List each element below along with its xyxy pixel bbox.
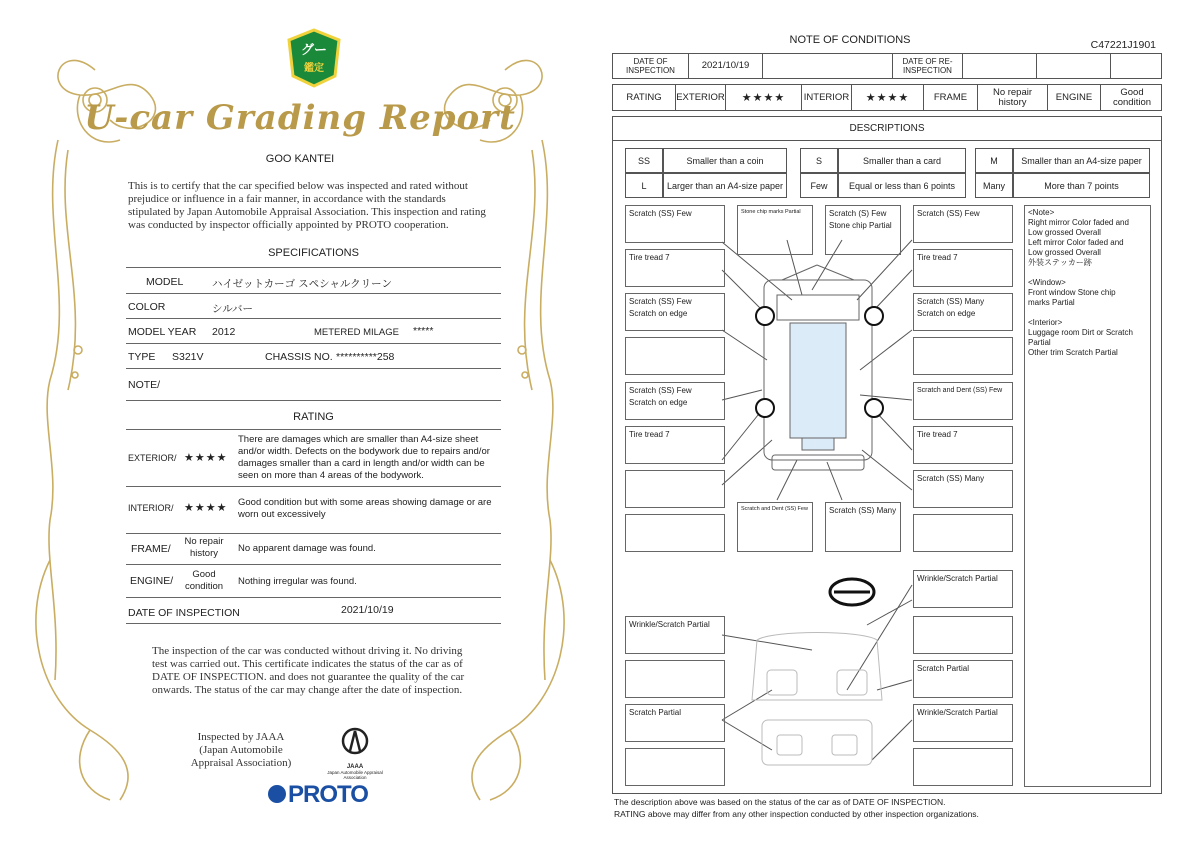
note-box: Stone chip marks Partial (737, 205, 813, 255)
note-line: Scratch on edge (629, 309, 688, 318)
model-value: ハイゼットカーゴ スペシャルクリーン (212, 278, 392, 290)
model-year-value: 2012 (212, 326, 236, 338)
proto-logo (268, 781, 368, 809)
metered-milage-value: ***** (413, 325, 434, 337)
logo-text-bottom: 鑑定 (304, 63, 324, 74)
type-label: TYPE (128, 351, 156, 363)
note-box (825, 205, 901, 255)
note-line: Scratch on edge (917, 309, 976, 318)
note-box: Wrinkle/Scratch Partial (913, 704, 1013, 742)
note-box-empty (625, 514, 725, 552)
divider (126, 486, 501, 487)
note-line: Scratch (SS) Many (917, 297, 985, 306)
note-line (1028, 268, 1147, 278)
note-box: Tire tread 7 (913, 249, 1013, 287)
note-box: Tire tread 7 (625, 249, 725, 287)
note-line: marks Partial (1028, 298, 1075, 307)
engine-value: Good condition (1112, 86, 1152, 108)
metered-milage-label: METERED MILAGE (314, 327, 399, 338)
date-row (612, 53, 1162, 79)
legend-m: M (975, 148, 1013, 173)
legend-few: Few (800, 173, 838, 198)
note-box-empty (625, 748, 725, 786)
steering-wheel-icon (830, 579, 874, 605)
divider (126, 623, 501, 624)
divider (126, 293, 501, 294)
note-line: Other trim Scratch Partial (1028, 348, 1118, 357)
frame-label: FRAME (924, 85, 978, 110)
note-line: <Note> (1028, 208, 1055, 217)
proto-mark-icon (268, 785, 286, 803)
note-box (625, 382, 725, 420)
note-box-empty (625, 337, 725, 375)
type-value: S321V (172, 351, 204, 363)
divider (126, 368, 501, 369)
divider (126, 429, 501, 430)
chassis-label: CHASSIS NO. (265, 351, 333, 363)
interior-stars: ★★★★ (852, 85, 924, 110)
note-line: Front window Stone chip (1028, 288, 1116, 297)
specifications-heading: SPECIFICATIONS (268, 247, 359, 259)
frame-value: No repair history (184, 536, 224, 559)
date-of-inspection-label: DATE OF INSPECTION (613, 54, 689, 78)
legend-many: Many (975, 173, 1013, 198)
note-line: Low grossed Overall (1028, 228, 1101, 237)
note-line: 外装ステッカー跡 (1028, 258, 1092, 267)
note-box: Tire tread 7 (913, 426, 1013, 464)
divider (126, 564, 501, 565)
divider (126, 318, 501, 319)
legend-few-desc: Equal or less than 6 points (838, 173, 966, 198)
exterior-stars: ★★★★ (184, 452, 228, 464)
note-box (913, 293, 1013, 331)
note-box: Scratch and Dent (SS) Few (913, 382, 1013, 420)
note-line: Partial (1028, 338, 1051, 347)
jaaa-logo (318, 727, 392, 780)
notes-panel (1024, 205, 1151, 787)
legend-l: L (625, 173, 663, 198)
empty-cell (763, 54, 893, 78)
note-box: Scratch (SS) Few (913, 205, 1013, 243)
exterior-label: EXTERIOR (676, 85, 726, 110)
note-box-empty (913, 616, 1013, 654)
date-of-inspection-value: 2021/10/19 (689, 54, 763, 78)
exterior-stars: ★★★★ (726, 85, 802, 110)
rating-row (612, 84, 1162, 111)
note-line (1028, 308, 1147, 318)
interior-label: INTERIOR/ (128, 503, 174, 513)
interior-label: INTERIOR (802, 85, 852, 110)
note-line: Left mirror Color faded and (1028, 238, 1124, 247)
legend-ss-desc: Smaller than a coin (663, 148, 787, 173)
note-line: Scratch (SS) Few (629, 386, 692, 395)
jaaa-full-name: Japan Automobile Appraisal Association (327, 770, 383, 780)
legend-many-desc: More than 7 points (1013, 173, 1150, 198)
note-line: Low grossed Overall (1028, 248, 1101, 257)
exterior-label: EXTERIOR/ (128, 453, 177, 463)
jaaa-emblem-icon (340, 727, 370, 759)
legend-m-desc: Smaller than an A4-size paper (1013, 148, 1150, 173)
note-box: Scratch (SS) Many (825, 502, 901, 552)
note-box-empty (913, 337, 1013, 375)
proto-text: PROTO (288, 781, 368, 808)
empty-cell (963, 54, 1037, 78)
interior-description: Good condition but with some areas showing damage or are worn out excessively (238, 497, 492, 520)
note-line: Right mirror Color faded and (1028, 218, 1129, 227)
note-label: NOTE/ (128, 379, 161, 391)
legend-ss: SS (625, 148, 663, 173)
note-box: Tire tread 7 (625, 426, 725, 464)
divider (126, 267, 501, 268)
footer-line-2: RATING above may differ from any other inspection conducted by other inspection organizations. (614, 809, 979, 819)
frame-value: No repair history (978, 85, 1048, 110)
footer-line-1: The description above was based on the status of the car as of DATE OF INSPECTION. (614, 797, 946, 807)
divider (126, 343, 501, 344)
note-box: Wrinkle/Scratch Partial (913, 570, 1013, 608)
note-box-empty (625, 470, 725, 508)
report-title: U-car Grading Report (84, 98, 516, 138)
goo-kantei-logo (287, 28, 341, 88)
rating-heading: RATING (293, 411, 334, 423)
note-line: Scratch on edge (629, 398, 688, 407)
conditions-footer (614, 796, 979, 820)
note-line: Luggage room Dirt or Scratch (1028, 328, 1133, 337)
frame-description: No apparent damage was found. (238, 543, 376, 554)
report-subtitle: GOO KANTEI (265, 153, 335, 165)
logo-text-top: グー (300, 43, 328, 58)
note-box-empty (913, 748, 1013, 786)
noc-title: NOTE OF CONDITIONS (789, 34, 911, 46)
interior-stars: ★★★★ (184, 502, 228, 514)
legend-s-desc: Smaller than a card (838, 148, 966, 173)
chassis-value: **********258 (336, 351, 395, 363)
divider (126, 533, 501, 534)
re-inspection-label: DATE OF RE-INSPECTION (893, 54, 963, 78)
engine-label: ENGINE/ (130, 575, 174, 587)
note-line: Stone chip Partial (829, 221, 892, 230)
rating-label: RATING (613, 85, 676, 110)
note-box-empty (913, 514, 1013, 552)
engine-description: Nothing irregular was found. (238, 576, 357, 587)
note-box (625, 293, 725, 331)
frame-label: FRAME/ (131, 543, 171, 555)
engine-label: ENGINE (1048, 85, 1101, 110)
legend-l-desc: Larger than an A4-size paper (663, 173, 787, 198)
date-of-inspection-value: 2021/10/19 (341, 604, 394, 616)
note-box: Scratch Partial (913, 660, 1013, 698)
note-box: Scratch and Dent (SS) Few (737, 502, 813, 552)
color-label: COLOR (128, 301, 166, 313)
jaaa-abbr: JAAA (346, 764, 364, 770)
certificate-closing: The inspection of the car was conducted without driving it. No driving test was carried out. This certificate indicates the status of the car as of DATE OF INSPECTION. and does not guarantee the quality of the car onwards. The status of the car may change after the date of inspection. (152, 645, 465, 696)
divider (126, 400, 501, 401)
note-box: Scratch Partial (625, 704, 725, 742)
notes-list (1028, 208, 1147, 358)
document-number: C47221J1901 (1090, 39, 1156, 51)
color-value: シルバー (212, 303, 254, 315)
inspected-by: Inspected by JAAA (Japan Automobile Appraisal Association) (190, 731, 292, 769)
note-box: Wrinkle/Scratch Partial (625, 616, 725, 654)
model-year-label: MODEL YEAR (128, 326, 197, 338)
note-line: Scratch (S) Few (829, 209, 887, 218)
date-of-inspection-label: DATE OF INSPECTION (128, 607, 240, 619)
note-line: <Window> (1028, 278, 1066, 287)
descriptions-heading: DESCRIPTIONS (612, 116, 1162, 141)
note-line: Scratch (SS) Few (629, 297, 692, 306)
certificate-intro: This is to certify that the car specified below was inspected and rated without prejudice or influence in a fair manner, in accordance with the standards stipulated by Japan Automobile Appraisal Association. This inspection and rating was conducted by inspector officially appointed by PROTO cooperation. (128, 180, 486, 231)
note-line: <Interior> (1028, 318, 1063, 327)
note-box-empty (625, 660, 725, 698)
divider (126, 597, 501, 598)
exterior-description: There are damages which are smaller than A4-size sheet and/or width. Defects on the bodywork due to repairs and/or damages smaller than a card in length and/or width can be seen on more than 4 areas of the bodywork. (238, 434, 490, 481)
legend-s: S (800, 148, 838, 173)
model-label: MODEL (146, 276, 184, 288)
note-box: Scratch (SS) Few (625, 205, 725, 243)
empty-cell (1037, 54, 1111, 78)
engine-value: Good condition (184, 569, 224, 592)
note-box: Scratch (SS) Many (913, 470, 1013, 508)
